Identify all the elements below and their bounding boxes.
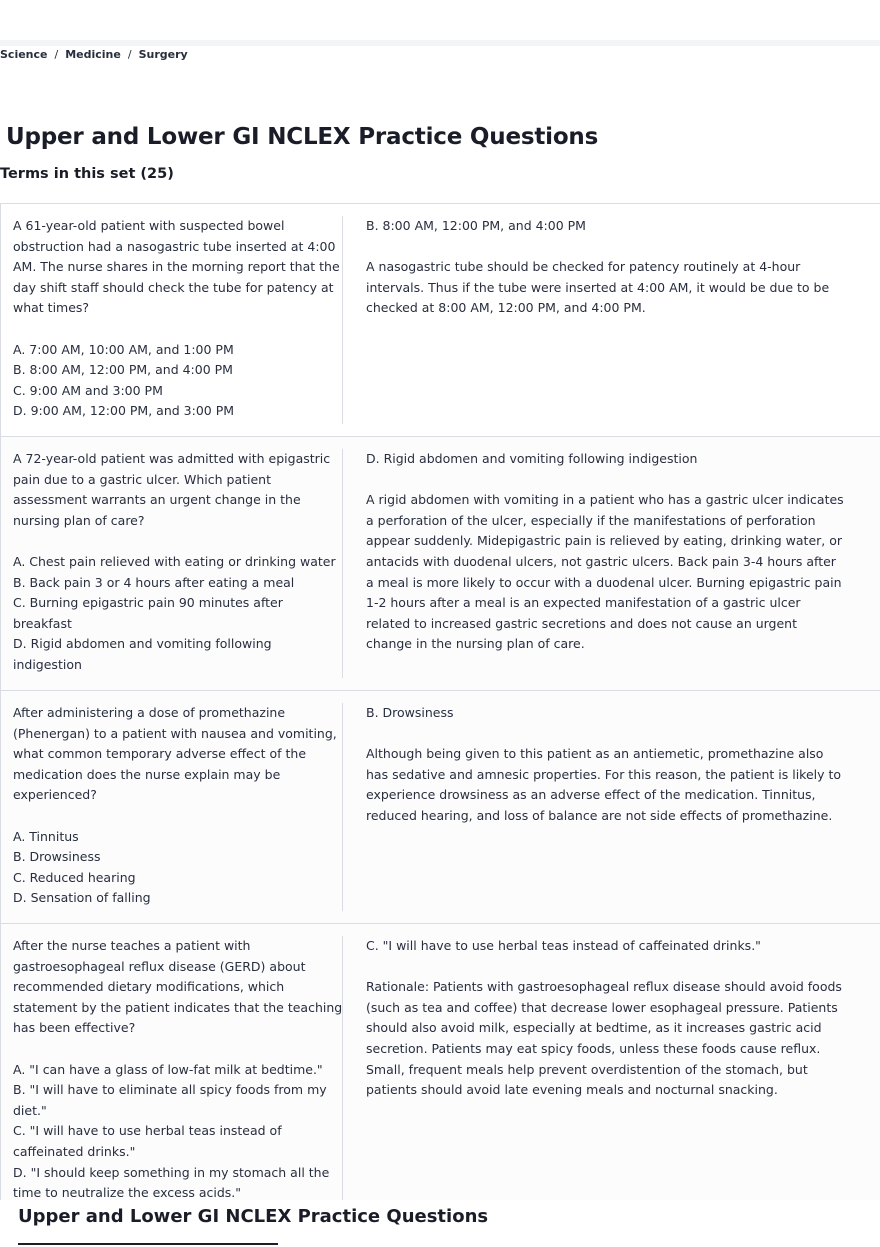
- term-option: D. 9:00 AM, 12:00 PM, and 3:00 PM: [13, 403, 235, 419]
- definition-answer: B. 8:00 AM, 12:00 PM, and 4:00 PM: [366, 218, 586, 233]
- term-option: C. 9:00 AM and 3:00 PM: [13, 382, 163, 398]
- footer-underline: [18, 1243, 278, 1245]
- flashcard: [0, 923, 880, 1223]
- definition-answer: D. Rigid abdomen and vomiting following indigestion: [366, 451, 698, 466]
- definition-rationale: A nasogastric tube should be checked for patency routinely at 4-hour intervals. Thus if the tube were inserted at 4:00 AM, it would be due to be checked at 8:00 AM, 12:00 PM, and 4:00 PM.: [366, 259, 830, 316]
- term-option: B. 8:00 AM, 12:00 PM, and 4:00 PM: [13, 362, 233, 378]
- breadcrumb-separator: /: [127, 47, 132, 61]
- term-question: A 72-year-old patient was admitted with epigastric pain due to a gastric ulcer. Which patient assessment warrants an urgent change in the nursing plan of care?: [13, 451, 331, 528]
- flashcard: [0, 203, 880, 436]
- definition-rationale: Although being given to this patient as an antiemetic, promethazine also has sedative and amnesic properties. For this reason, the patient is likely to experience drowsiness as an adverse effect of the medication. Tinnitus, reduced hearing, and loss of balance are not side effects of promethazine.: [366, 746, 842, 823]
- breadcrumb-separator: /: [54, 47, 59, 61]
- top-navigation-bar: [0, 0, 880, 40]
- term-side: [1, 437, 343, 690]
- footer-title: Upper and Lower GI NCLEX Practice Questions: [18, 1206, 489, 1227]
- definition-side: [343, 924, 880, 1223]
- term-side: [1, 691, 343, 923]
- definition-side: [343, 204, 880, 436]
- definition-rationale: A rigid abdomen with vomiting in a patient who has a gastric ulcer indicates a perforation of the ulcer, especially if the manifestations of perforation appear suddenly. Midepigastric pain is relieved by eating, drinking water, or antacids with duodenal ulcers, not gastric ulcers. Back pain 3-4 hours after a meal is more likely to occur with a duodenal ulcer. Burning epigastric pain 1-2 hours after a meal is an expected manifestation of a gastric ulcer related to increased gastric secretions and does not cause an urgent change in the nursing plan of care.: [366, 492, 844, 652]
- definition-rationale: Rationale: Patients with gastroesophageal reflux disease should avoid foods (such as tea and coffee) that decrease lower esophageal pressure. Patients should also avoid milk, especially at bedtime, as it increases gastric acid secretion. Patients may eat spicy foods, unless these foods cause reflux. Small, frequent meals help prevent overdistention of the stomach, but patients should avoid late evening meals and nocturnal snacking.: [366, 979, 842, 1098]
- flashcard: [0, 690, 880, 923]
- definition-side: [343, 691, 880, 923]
- definition-answer: C. "I will have to use herbal teas instead of caffeinated drinks.": [366, 938, 761, 953]
- breadcrumb-item-surgery[interactable]: Surgery: [138, 47, 188, 61]
- term-side: [1, 924, 343, 1223]
- term-option: C. Reduced hearing: [13, 869, 136, 885]
- term-option: A. "I can have a glass of low-fat milk at bedtime.": [13, 1061, 323, 1077]
- flashcard-list: [0, 203, 880, 1223]
- term-option: A. 7:00 AM, 10:00 AM, and 1:00 PM: [13, 341, 234, 357]
- term-option: D. "I should keep something in my stomach all the time to neutralize the excess acids.": [13, 1164, 330, 1201]
- breadcrumb: [0, 46, 188, 62]
- term-question: After administering a dose of promethazine (Phenergan) to a patient with nausea and vomiting, what common temporary adverse effect of the medication does the nurse explain may be experienced?: [13, 705, 337, 803]
- term-option: D. Rigid abdomen and vomiting following indigestion: [13, 636, 272, 672]
- page-title: Upper and Lower GI NCLEX Practice Questions: [6, 124, 599, 150]
- term-question: After the nurse teaches a patient with gastroesophageal reflux disease (GERD) about recommended dietary modifications, which statement by the patient indicates that the teaching has been effective?: [13, 938, 343, 1036]
- flashcard: [0, 436, 880, 690]
- term-option: C. Burning epigastric pain 90 minutes after breakfast: [13, 595, 283, 631]
- definition-answer: B. Drowsiness: [366, 705, 454, 720]
- term-side: [1, 204, 343, 436]
- term-option: B. Drowsiness: [13, 849, 101, 865]
- term-option: B. "I will have to eliminate all spicy foods from my diet.": [13, 1082, 327, 1118]
- terms-count-heading: Terms in this set (25): [0, 166, 174, 182]
- definition-side: [343, 437, 880, 690]
- term-option: C. "I will have to use herbal teas instead of caffeinated drinks.": [13, 1123, 282, 1159]
- breadcrumb-item-medicine[interactable]: Medicine: [65, 47, 121, 61]
- term-option: D. Sensation of falling: [13, 890, 151, 906]
- term-option: A. Chest pain relieved with eating or drinking water: [13, 553, 336, 569]
- term-question: A 61-year-old patient with suspected bowel obstruction had a nasogastric tube inserted at 4:00 AM. The nurse shares in the morning report that the day shift staff should check the tube for patency at what times?: [13, 218, 340, 316]
- term-option: A. Tinnitus: [13, 828, 79, 844]
- term-option: B. Back pain 3 or 4 hours after eating a meal: [13, 574, 295, 590]
- breadcrumb-item-science[interactable]: Science: [0, 47, 48, 61]
